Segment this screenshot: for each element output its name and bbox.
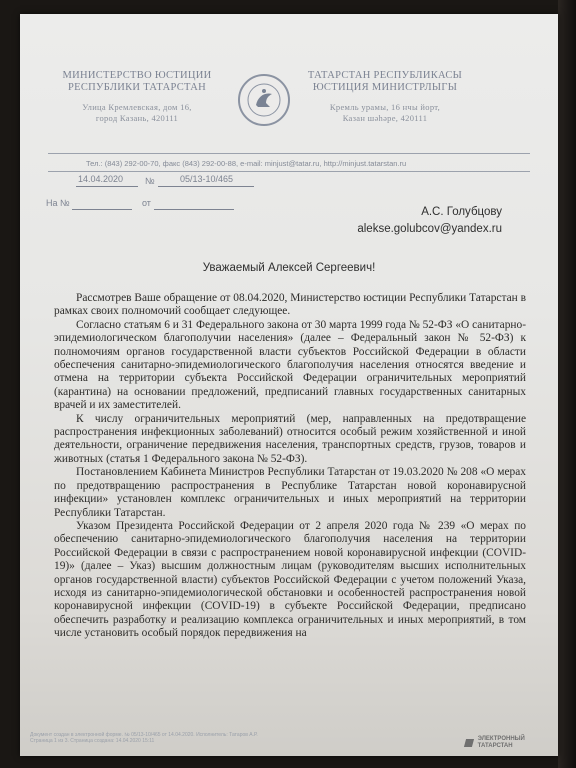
address-tt-1: Кремль урамы, 16 нчы йорт,: [329, 102, 441, 112]
tatarstan-emblem-icon: [238, 74, 290, 126]
address-ru-1: Улица Кремлевская, дом 16,: [82, 102, 192, 112]
footer-line-2: Страница 1 из 3. Страница создана: 14.04.2020 15:11: [30, 738, 155, 744]
paragraph: К числу ограничительных мероприятий (мер, направленных на предотвращение распространения инфекционных заболеваний) относится особый режим хозяйственной и иной деятельности, ограничение передвижения населения, транспортных средств, грузов, товаров и животных (статья 1 Федерального закона № 52-ФЗ).: [54, 412, 526, 465]
letter-body: [54, 292, 526, 641]
contact-line: Тел.: (843) 292-00-70, факс (843) 292-00-88, e-mail: minjust@tatar.ru, http://minjust.tatarstan.ru: [86, 159, 407, 168]
recipient-name: А.С. Голубцову: [421, 206, 502, 218]
logo-line-1: ЭЛЕКТРОННЫЙ: [477, 736, 525, 742]
letterhead-right: [290, 70, 480, 124]
address-tt-2: Казан шəhəре, 420111: [342, 113, 428, 123]
letter-page: [20, 14, 558, 756]
ministry-name-ru-2: РЕСПУБЛИКИ ТАТАРСТАН: [67, 82, 206, 93]
electronic-tatarstan-logo: [465, 736, 525, 750]
header-rule-bottom: [48, 171, 530, 172]
paragraph: Согласно статьям 6 и 31 Федерального закона от 30 марта 1999 года № 52-ФЗ «О санитарно-эпидемиологическом благополучии населения» (далее – Федеральный закон № 52-ФЗ) к полномочиям органов государственной власти субъектов Российской Федерации в области обеспечения санитарно-эпидемиологического благополучия населения относятся введение и отмена на территории субъекта Российской Федерации ограничительных мероприятий (карантина) на основании предложений, предписаний главных государственных санитарных врачей и их заместителей.: [54, 318, 526, 412]
footer-line-1: Документ создан в электронной форме. № 05/13-10/465 от 14.04.2020. Исполнитель: Татаров А.Р.: [30, 732, 258, 738]
paragraph: Указом Президента Российской Федерации от 2 апреля 2020 года № 239 «О мерах по обеспечению санитарно-эпидемиологического благополучия населения на территории Российской Федерации в связи с распространением новой коронавирусной инфекции (COVID-19)» (далее – Указ) высшим должностным лицам (руководителям высших исполнительных органов государственной власти) субъектов Российской Федерации с учетом положений Указа, исходя из санитарно-эпидемиологической обстановки и особенностей распространения новой коронавирусной инфекции (COVID-19) в субъекте Российской Федерации, предписано обеспечить разработку и реализацию комплекса ограничительных и иных мероприятий, в том числе установить особый порядок передвижения на: [54, 519, 526, 640]
ministry-name-tt-2: ЮСТИЦИЯ МИНИСТРЛЫГЫ: [312, 82, 458, 93]
background-edge: [558, 0, 576, 768]
paragraph: Рассмотрев Ваше обращение от 08.04.2020, Министерство юстиции Республики Татарстан в рамках своих полномочий сообщает следующее.: [54, 292, 526, 318]
logo-line-2: ТАТАРСТАН: [477, 743, 513, 749]
letter-date: 14.04.2020: [78, 174, 124, 184]
letterhead-left: [52, 70, 222, 124]
logo-mark-icon: [464, 739, 474, 747]
greeting: Уважаемый Алексей Сергеевич!: [202, 262, 376, 274]
document-footer: [30, 732, 410, 744]
ministry-name-ru-1: МИНИСТЕРСТВО ЮСТИЦИИ: [62, 70, 212, 81]
letter-number: 05/13-10/465: [180, 174, 234, 184]
ministry-name-tt-1: ТАТАРСТАН РЕСПУБЛИКАСЫ: [307, 70, 463, 81]
recipient-email: alekse.golubcov@yandex.ru: [357, 223, 502, 235]
address-ru-2: город Казань, 420111: [95, 113, 179, 123]
from-label: от: [142, 198, 151, 208]
header-rule-top: [48, 153, 530, 154]
paragraph: Постановлением Кабинета Министров Республики Татарстан от 19.03.2020 № 208 «О мерах по предотвращению распространения в Республике Татарстан новой коронавирусной инфекции» установлен комплекс ограничительных и иных мероприятий на территории Республики Татарстан.: [54, 466, 526, 519]
reference-label: На №: [46, 198, 70, 208]
recipient-block: [357, 204, 502, 238]
number-label: №: [145, 176, 155, 186]
